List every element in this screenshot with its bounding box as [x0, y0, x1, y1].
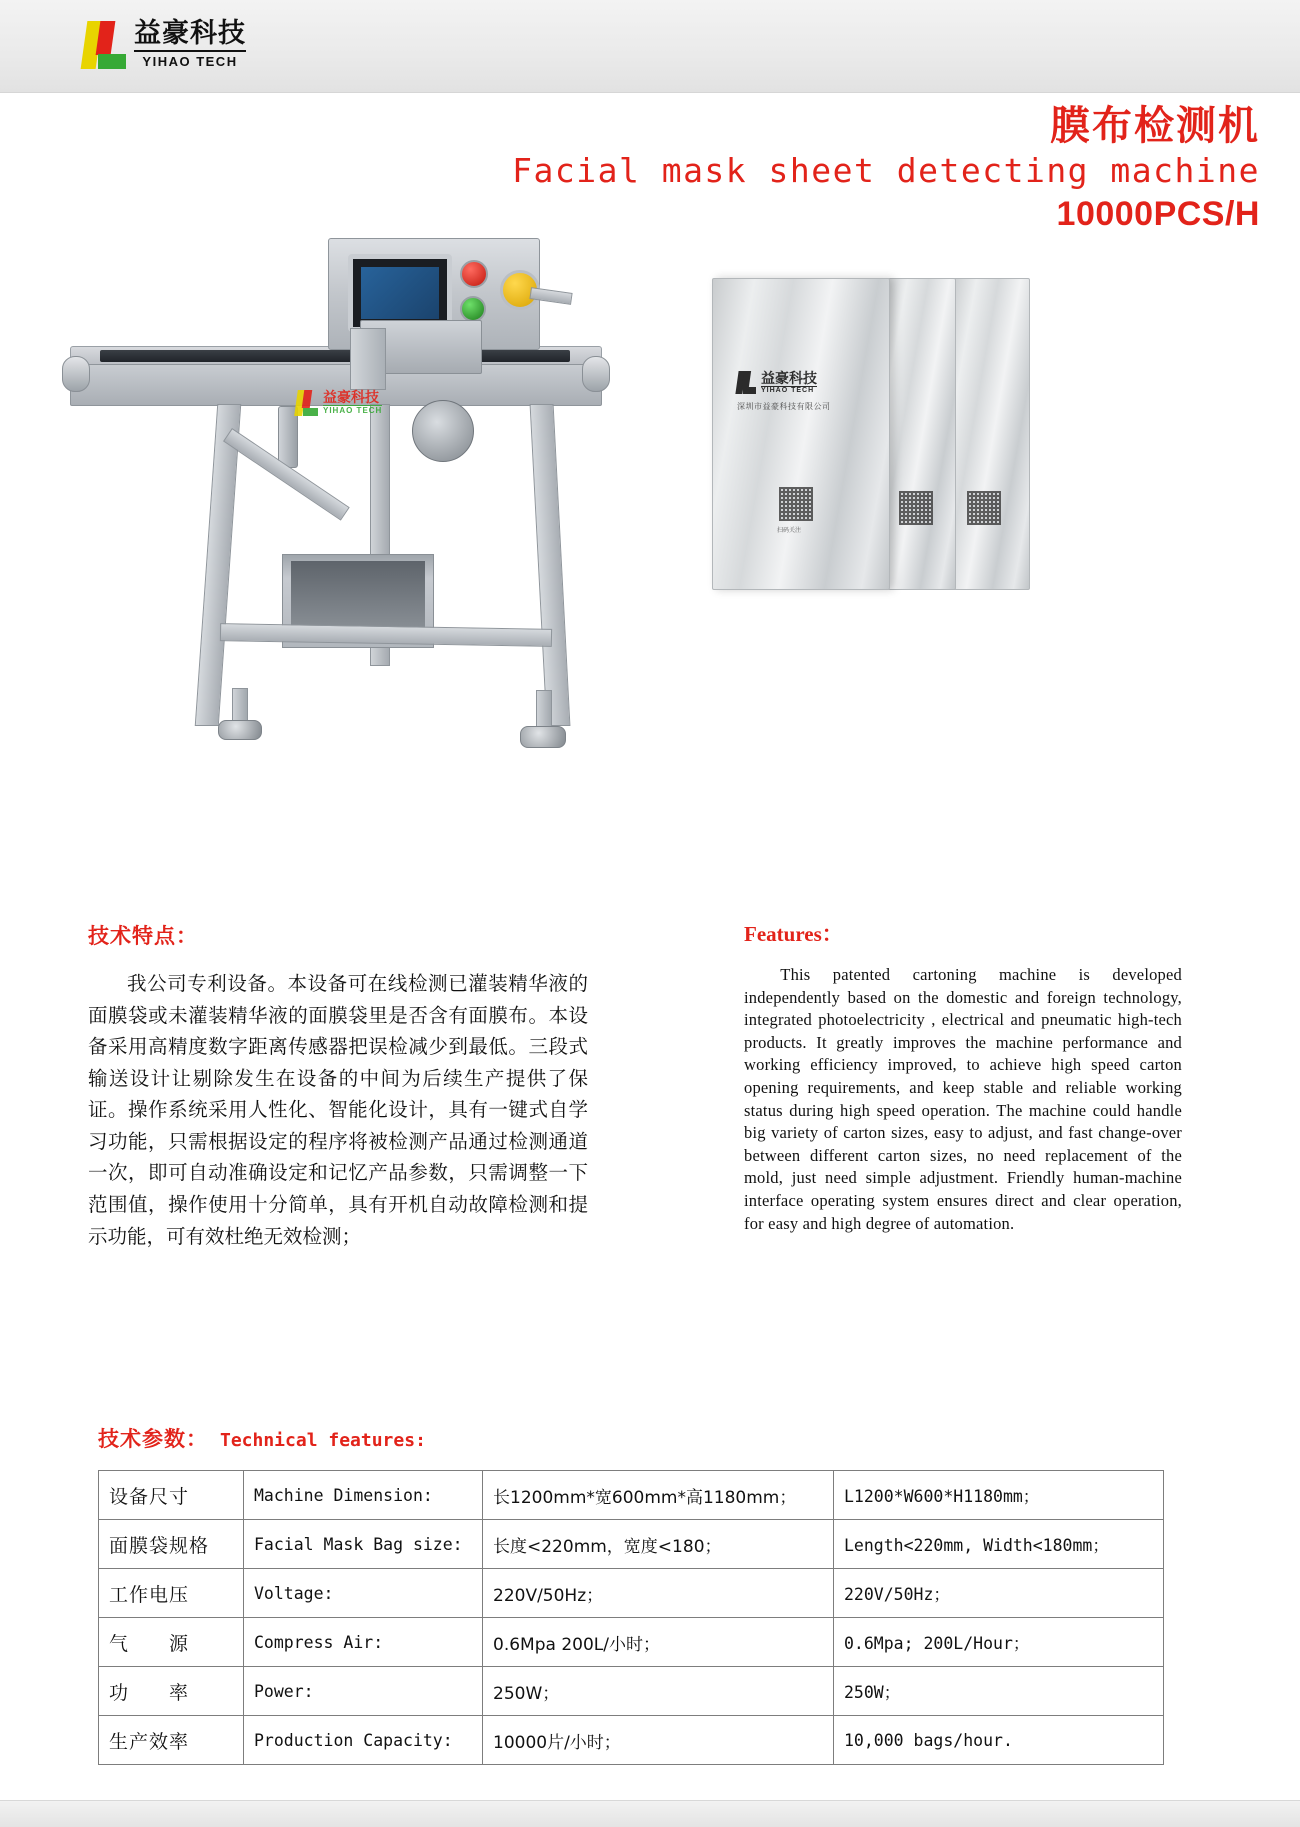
product-photo-area — [0, 228, 1300, 768]
spec-value-en: 10,000 bags/hour. — [834, 1716, 1164, 1765]
features-cn-heading: 技术特点： — [88, 924, 198, 948]
spec-label-en: Voltage: — [244, 1569, 483, 1618]
spec-label-en: Power: — [244, 1667, 483, 1716]
product-title-cn: 膜布检测机 — [1050, 103, 1260, 149]
title-block — [220, 104, 1260, 234]
spec-label-cn: 功 率 — [99, 1667, 244, 1716]
table-row — [99, 1471, 1164, 1520]
spec-value-cn: 250W； — [483, 1667, 834, 1716]
sachet-logo-icon — [737, 371, 756, 394]
brand-name-cn: 益豪科技 — [134, 18, 246, 49]
features-en-section — [744, 918, 1182, 1235]
features-cn-section — [88, 920, 588, 1252]
machine-red-button-icon — [460, 260, 488, 288]
photo-watermark — [296, 390, 382, 416]
spec-label-cn: 工作电压 — [99, 1569, 244, 1618]
spec-value-cn: 长度<220mm，宽度<180； — [483, 1520, 834, 1569]
table-row — [99, 1520, 1164, 1569]
page-footer-bar — [0, 1800, 1300, 1827]
page-header — [0, 0, 1300, 93]
watermark-en: YIHAO TECH — [323, 406, 383, 416]
machine-green-button-icon — [460, 296, 486, 322]
product-capacity: 10000PCS/H — [1056, 195, 1260, 234]
sachet-brand-cn: 益豪科技 — [761, 370, 817, 387]
spec-label-cn: 气 源 — [99, 1618, 244, 1667]
logo-text — [134, 20, 246, 69]
spec-label-cn: 面膜袋规格 — [99, 1520, 244, 1569]
sachet-logo — [737, 371, 817, 394]
spec-value-en: 250W； — [834, 1667, 1164, 1716]
table-row — [99, 1569, 1164, 1618]
logo-mark-icon — [84, 21, 126, 69]
brand-name-en: YIHAO TECH — [134, 50, 246, 69]
table-row — [99, 1667, 1164, 1716]
sachet-qr-icon — [779, 487, 813, 521]
features-en-heading: Features： — [744, 922, 843, 946]
spec-value-en: 220V/50Hz； — [834, 1569, 1164, 1618]
product-title-en: Facial mask sheet detecting machine — [512, 151, 1260, 190]
spec-value-en: Length<220mm, Width<180mm； — [834, 1520, 1164, 1569]
machine-photo — [60, 228, 660, 768]
tech-heading-en: Technical features: — [220, 1430, 426, 1451]
spec-label-cn: 设备尺寸 — [99, 1471, 244, 1520]
sachet-back-2 — [952, 278, 1030, 590]
spec-value-cn: 长1200mm*宽600mm*高1180mm； — [483, 1471, 834, 1520]
watermark-logo-icon — [296, 390, 318, 416]
specifications-table — [98, 1470, 1164, 1765]
spec-label-en: Production Capacity: — [244, 1716, 483, 1765]
sachet-brand-en: YIHAO TECH — [761, 386, 817, 394]
spec-value-en: 0.6Mpa; 200L/Hour； — [834, 1618, 1164, 1667]
features-en-body: This patented cartoning machine is developed independently based on the domestic and foreign technology, integrated photoelectricity , electrical and pneumatic high-tech products. It greatly improves the machine performance and working efficiency improved, to achieve high speed carton opening requirements, and keep stable and reliable working status during high speed operation. The machine could handle big variety of carton sizes, easy to adjust, and fast change-over between different carton sizes, no need replacement of the mold, just need simple adjustment. Friendly human-machine interface operating system ensures direct and clear operation, for easy and high degree of automation. — [744, 965, 1182, 1233]
features-cn-body: 我公司专利设备。本设备可在线检测已灌装精华液的面膜袋或未灌装精华液的面膜袋里是否含有面膜布。本设备采用高精度数字距离传感器把误检减少到最低。三段式输送设计让剔除发生在设备的中间为后续生产提供了保证。操作系统采用人性化、智能化设计，具有一键式自学习功能，只需根据设定的程序将被检测产品通过检测通道一次，即可自动准确设定和记忆产品参数，只需调整一下范围值，操作使用十分简单，具有开机自动故障检测和提示功能，可有效杜绝无效检测； — [88, 972, 588, 1248]
sachet-company-line: 深圳市益豪科技有限公司 — [737, 402, 831, 411]
tech-section-heading — [98, 1423, 426, 1453]
sachet-qr-label: 扫码关注 — [777, 527, 802, 534]
spec-value-cn: 220V/50Hz； — [483, 1569, 834, 1618]
sachet-front — [712, 278, 890, 590]
tech-heading-cn: 技术参数： — [98, 1427, 208, 1451]
spec-label-cn: 生产效率 — [99, 1716, 244, 1765]
spec-label-en: Machine Dimension: — [244, 1471, 483, 1520]
table-row — [99, 1618, 1164, 1667]
machine-motor-icon — [412, 400, 474, 462]
company-logo — [84, 20, 246, 69]
spec-label-en: Compress Air: — [244, 1618, 483, 1667]
spec-value-en: L1200*W600*H1180mm； — [834, 1471, 1164, 1520]
watermark-cn: 益豪科技 — [323, 389, 379, 406]
spec-label-en: Facial Mask Bag size: — [244, 1520, 483, 1569]
table-row — [99, 1716, 1164, 1765]
sachet-photo — [712, 278, 1062, 588]
sachet-back-1 — [884, 278, 956, 590]
spec-value-cn: 0.6Mpa 200L/小时； — [483, 1618, 834, 1667]
spec-value-cn: 10000片/小时； — [483, 1716, 834, 1765]
